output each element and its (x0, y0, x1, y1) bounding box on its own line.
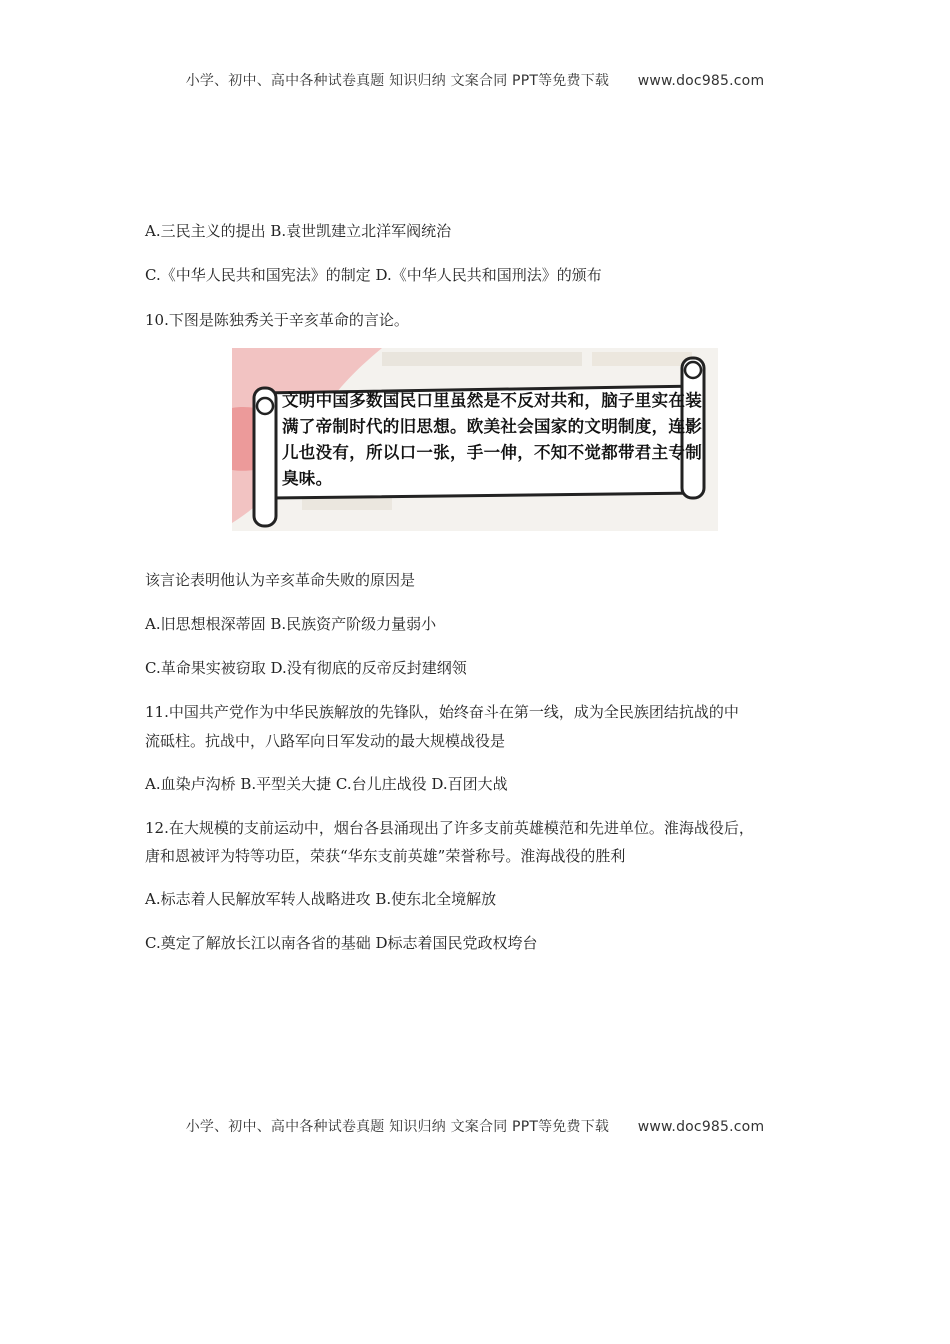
q9-options-line1: A.三民主义的提出 B.袁世凯建立北洋军阀统治 (145, 222, 452, 240)
q11-options: A.血染卢沟桥 B.平型关大捷 C.台儿庄战役 D.百团大战 (145, 775, 508, 793)
header-text: 小学、初中、高中各种试卷真题 知识归纳 文案合同 PPT等免费下载 (185, 73, 610, 89)
q12-stem-line2: 唐和恩被评为特等功臣，荣获“华东支前英雄”荣誉称号。淮海战役的胜利 (145, 847, 626, 865)
q12-options-line2: C.奠定了解放长江以南各省的基础 D标志着国民党政权垮台 (145, 934, 538, 952)
footer-text: 小学、初中、高中各种试卷真题 知识归纳 文案合同 PPT等免费下载 (185, 1119, 610, 1135)
q12-stem-line1: 12.在大规模的支前运动中，烟台各县涌现出了许多支前英雄模范和先进单位。淮海战役后， (145, 819, 754, 837)
header-url[interactable]: www.doc985.com (637, 73, 765, 89)
page-header (0, 70, 950, 90)
quote-scroll-image (232, 348, 718, 531)
q10-options-line2: C.革命果实被窃取 D.没有彻底的反帝反封建纲领 (145, 659, 467, 677)
q10-stem: 10.下图是陈独秀关于辛亥革命的言论。 (145, 311, 409, 329)
footer-url[interactable]: www.doc985.com (637, 1119, 765, 1135)
q9-options-line2: C.《中华人民共和国宪法》的制定 D.《中华人民共和国刑法》的颁布 (145, 266, 602, 284)
q12-options-line1: A.标志着人民解放军转人战略进攻 B.使东北全境解放 (145, 890, 497, 908)
chen-duxiu-quote: 文明中国多数国民口里虽然是不反对共和，脑子里实在装满了帝制时代的旧思想。欧美社会国家的文明制度，连影儿也没有，所以口一张，手一伸，不知不觉都带君主专制臭味。 (282, 391, 702, 488)
q11-stem-line1: 11.中国共产党作为中华民族解放的先锋队，始终奋斗在第一线，成为全民族团结抗战的中 (145, 703, 739, 721)
q11-stem-line2: 流砥柱。抗战中，八路军向日军发动的最大规模战役是 (145, 732, 506, 750)
q10-options-line1: A.旧思想根深蒂固 B.民族资产阶级力量弱小 (145, 615, 437, 633)
q10-question: 该言论表明他认为辛亥革命失败的原因是 (145, 571, 416, 589)
page-footer (0, 1116, 950, 1136)
